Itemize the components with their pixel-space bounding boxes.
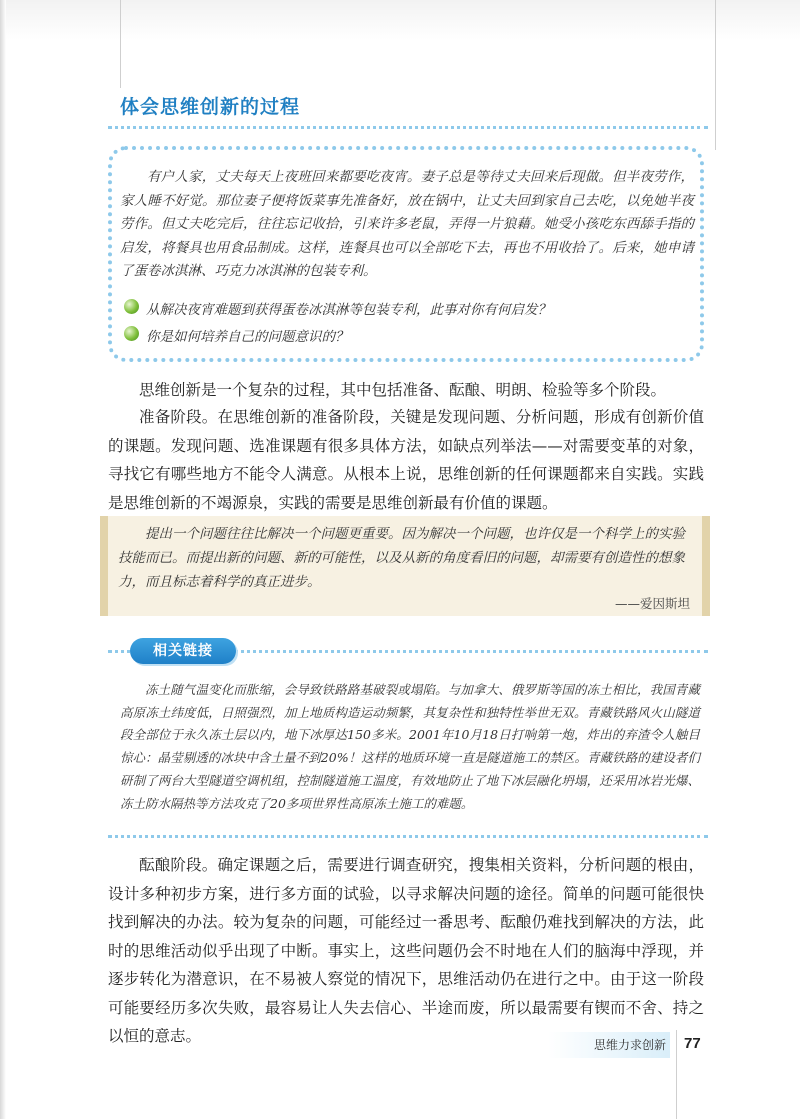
related-link-bottom-rule: [108, 835, 708, 838]
page-number: 77: [684, 1035, 701, 1052]
preparation-paragraph: 准备阶段。在思维创新的准备阶段，关键是发现问题、分析问题，形成有创新价值的课题。发现问题、选准课题有很多具体方法，如缺点列举法——对需要变革的对象，寻找它有哪些地方不能令人满意。从根本上说，思维创新的任何课题都来自实践。实践是思维创新的不竭源泉，实践的需要是思维创新最有价值的课题。: [108, 408, 704, 512]
case-study-text: 有户人家，丈夫每天上夜班回来都要吃夜宵。妻子总是等待丈夫回来后现做。但半夜劳作，家人睡不好觉。那位妻子便将饭菜事先准备好，放在锅中，让丈夫回到家自己去吃，以免她半夜劳作。但丈夫吃完后，往往忘记收拾，引来许多老鼠，弄得一片狼藉。她受小孩吃东西舔手指的启发，将餐具也用食品制成。这样，连餐具也可以全部吃下去，再也不用收拾了。后来，她申请了蛋卷冰淇淋、巧克力冰淇淋的包装专利。: [120, 169, 694, 279]
bullet-icon: [124, 299, 139, 314]
section-title: 体会思维创新的过程: [120, 96, 301, 118]
top-margin-line: [120, 0, 121, 88]
discussion-question: [146, 325, 349, 345]
chapter-label: 思维力求创新: [593, 1038, 666, 1052]
right-margin-line: [715, 0, 716, 150]
incubation-paragraph: 酝酿阶段。确定课题之后，需要进行调查研究，搜集相关资料，分析问题的根由，设计多种初步方案，进行多方面的试验，以寻求解决问题的途径。简单的问题可能很快找到解决的办法。较为复杂的问题，可能经过一番思考、酝酿仍难找到解决的方法，此时的思维活动似乎出现了中断。事实上，这些问题仍会不时地在人们的脑海中浮现，并逐步转化为潜意识，在不易被人察觉的情况下，思维活动仍在进行之中。由于这一阶段可能要经历多次失败，最容易让人失去信心、半途而废，所以最需要有锲而不舍、持之以恒的意志。: [108, 856, 704, 1045]
intro-paragraph: 思维创新是一个复杂的过程，其中包括准备、酝酿、明朗、检验等多个阶段。: [139, 381, 667, 399]
question-text: 你是如何培养自己的问题意识的？: [146, 329, 349, 345]
title-underline: [108, 126, 708, 129]
bullet-icon: [124, 326, 139, 341]
quote-text: 提出一个问题往往比解决一个问题更重要。因为解决一个问题，也许仅是一个科学上的实验技能而已。而提出新的问题、新的可能性，以及从新的角度看旧的问题，却需要有创造性的想象力，而且标志着科学的真正进步。: [118, 526, 685, 590]
page-edge-shadow: [0, 0, 6, 1119]
question-text: 从解决夜宵难题到获得蛋卷冰淇淋等包装专利，此事对你有何启发？: [146, 302, 551, 318]
discussion-question: [146, 298, 551, 318]
related-link-badge: 相关链接: [130, 638, 236, 664]
related-link-text: 冻土随气温变化而胀缩，会导致铁路路基破裂或塌陷。与加拿大、俄罗斯等国的冻土相比，我国青藏高原冻土纬度低，日照强烈，加上地质构造运动频繁，其复杂性和独特性举世无双。青藏铁路风火山隧道段全部位于永久冻土层以内，地下冰厚达150多米。2001年10月18日打响第一炮，炸出的弃渣令人触目惊心：晶莹剔透的冰块中含土量不到20%！这样的地质环境一直是隧道施工的禁区。青藏铁路的建设者们研制了两台大型隧道空调机组，控制隧道施工温度，有效地防止了地下冰层融化坍塌，还采用冰岩光爆、冻土防水隔热等方法攻克了20多项世界性高原冻土施工的难题。: [120, 682, 700, 811]
quote-author: ——爱因斯坦: [614, 596, 690, 611]
